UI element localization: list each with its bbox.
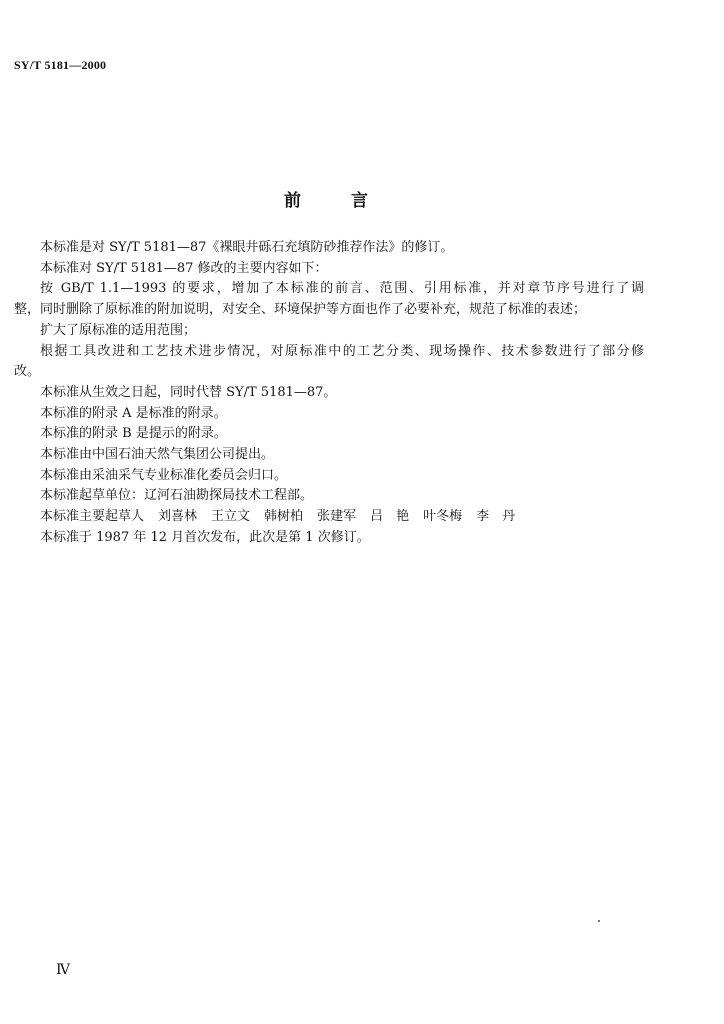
paragraph-change-2: 扩大了原标准的适用范围；	[40, 322, 197, 338]
paragraph-change-3: 根据工具改进和工艺技术进步情况，对原标准中的工艺分类、现场操作、技术参数进行了部分修	[40, 343, 644, 359]
scan-speck	[598, 920, 600, 922]
title-char-2: 言	[351, 191, 368, 211]
paragraph-drafting-unit: 本标准起草单位：辽河石油勘探局技术工程部。	[40, 488, 314, 504]
drafter-name: 韩树柏	[264, 509, 304, 525]
drafter-name: 李 丹	[476, 509, 516, 525]
paragraph-annex-b: 本标准的附录 B 是提示的附录。	[40, 426, 227, 442]
paragraph-change-1-cont: 整，同时删除了原标准的附加说明，对安全、环境保护等方面也作了必要补充，规范了标准的表述；	[14, 302, 587, 318]
drafter-name: 张建军	[317, 509, 357, 525]
drafter-name: 王立文	[211, 509, 251, 525]
drafters-label: 本标准主要起草人	[40, 509, 145, 525]
paragraph-history: 本标准于 1987 年 12 月首次发布，此次是第 1 次修订。	[40, 529, 370, 545]
title-char-1: 前	[284, 191, 301, 211]
drafter-name: 吕 艳	[370, 509, 410, 525]
paragraph-change-1: 按 GB/T 1.1—1993 的要求，增加了本标准的前言、范围、引用标准，并对章节序号进行了调	[40, 281, 644, 297]
paragraph-annex-a: 本标准的附录 A 是标准的附录。	[40, 405, 227, 421]
preface-title	[0, 186, 652, 211]
page-number: Ⅳ	[56, 963, 70, 978]
paragraph-drafters	[14, 507, 644, 528]
paragraph-change-3-cont: 改。	[14, 364, 41, 380]
paragraph-committee: 本标准由采油采气专业标准化委员会归口。	[40, 467, 288, 483]
paragraph-changes-intro: 本标准对 SY/T 5181—87 修改的主要内容如下：	[40, 260, 328, 276]
paragraph-proposer: 本标准由中国石油天然气集团公司提出。	[40, 447, 275, 463]
paragraph-revision: 本标准是对 SY/T 5181—87《裸眼井砾石充填防砂推荐作法》的修订。	[40, 240, 454, 255]
preface-body	[14, 238, 644, 549]
drafter-name: 叶冬梅	[423, 509, 463, 525]
standard-code: SY/T 5181—2000	[14, 58, 107, 72]
drafter-name: 刘喜林	[158, 509, 198, 525]
paragraph-replaces: 本标准从生效之日起，同时代替 SY/T 5181—87。	[40, 384, 337, 400]
